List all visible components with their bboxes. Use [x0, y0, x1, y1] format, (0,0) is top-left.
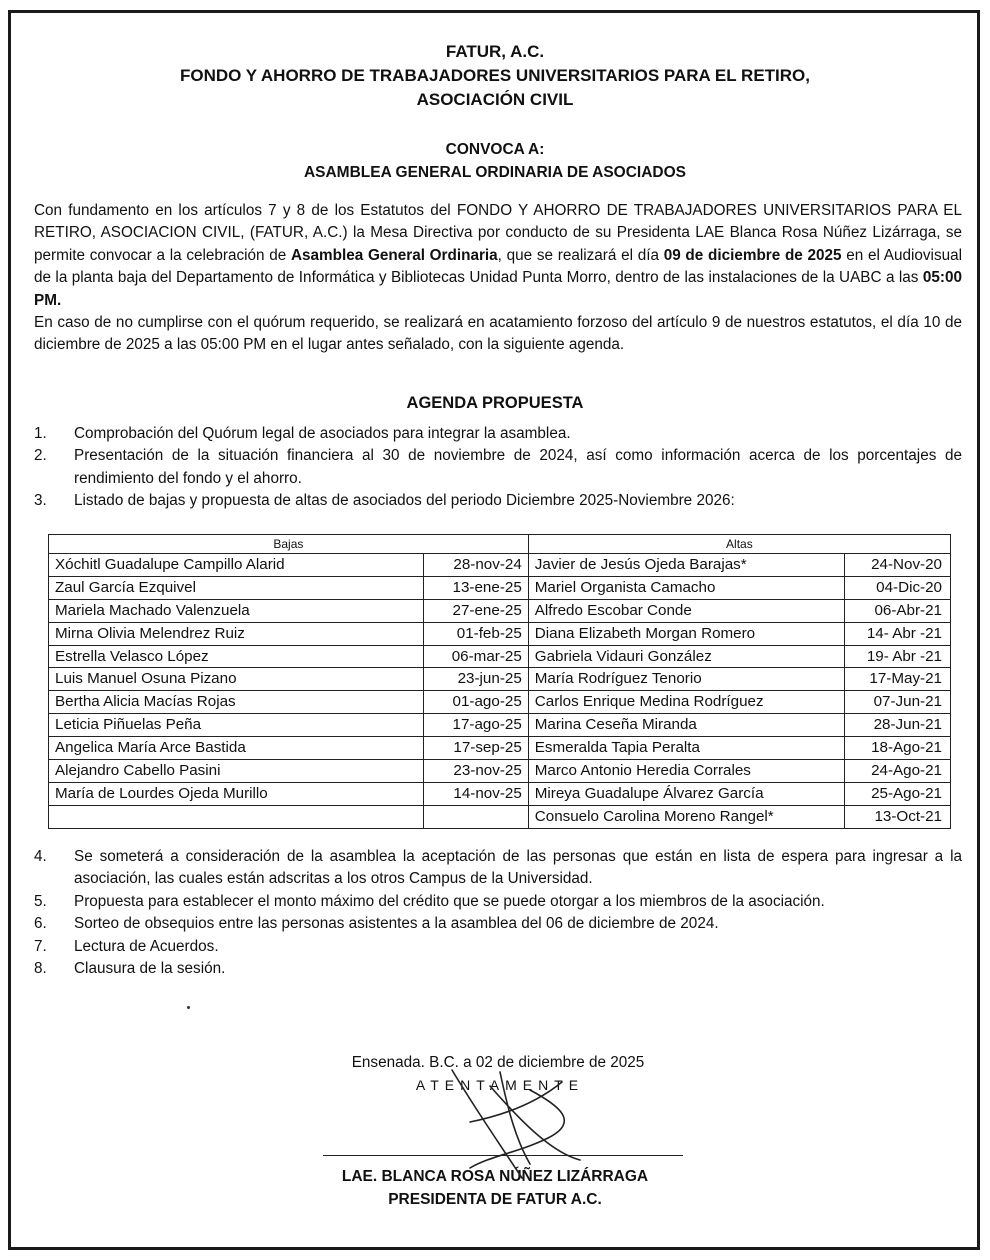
agenda-item-text: Sorteo de obsequios entre las personas asistentes a la asamblea del 06 de diciembre de 2024. — [74, 915, 719, 933]
agenda-item-text: Presentación de la situación financiera al 30 de noviembre de 2024, así como información acerca de los porcentajes de rendimiento del fondo y el ahorro. — [74, 447, 962, 487]
alta-date-cell: 06-Abr-21 — [844, 599, 950, 622]
agenda-list-part-1 — [34, 423, 962, 513]
alta-name-cell: Diana Elizabeth Morgan Romero — [528, 622, 844, 645]
alta-name-cell: Alfredo Escobar Conde — [528, 599, 844, 622]
agenda-item-text: Clausura de la sesión. — [74, 960, 226, 978]
alta-name-cell: Esmeralda Tapia Peralta — [528, 737, 844, 760]
alta-name-cell: Gabriela Vidauri González — [528, 645, 844, 668]
document-header — [0, 40, 990, 112]
baja-date-cell: 23-jun-25 — [423, 668, 528, 691]
table-row — [49, 645, 951, 668]
agenda-item — [34, 846, 962, 891]
baja-name-cell: Angelica María Arce Bastida — [49, 737, 424, 760]
agenda-item-number: 8. — [34, 960, 47, 978]
signer-title: PRESIDENTA DE FATUR A.C. — [388, 1191, 602, 1208]
header-org-type: ASOCIACIÓN CIVIL — [416, 90, 574, 109]
agenda-item-text: Listado de bajas y propuesta de altas de asociados del periodo Diciembre 2025-Noviembre 2026: — [74, 492, 735, 510]
table-row — [49, 576, 951, 599]
alta-date-cell: 24-Ago-21 — [844, 760, 950, 783]
intro-text-c: , que se realizará el día — [497, 246, 664, 264]
baja-date-cell: 28-nov-24 — [423, 554, 528, 577]
agenda-item-text: Se someterá a consideración de la asamblea la aceptación de las personas que están en lista de espera para ingresar a la asociación, las cuales están adscritas a los otros Campus de la Universidad. — [74, 848, 962, 888]
alta-name-cell: Mireya Guadalupe Álvarez García — [528, 782, 844, 805]
baja-name-cell: María de Lourdes Ojeda Murillo — [49, 782, 424, 805]
agenda-item-number: 2. — [34, 447, 47, 465]
signer-block — [0, 1165, 990, 1211]
agenda-item — [34, 958, 962, 980]
baja-date-cell: 17-sep-25 — [423, 737, 528, 760]
baja-name-cell: Mariela Machado Valenzuela — [49, 599, 424, 622]
agenda-item — [34, 936, 962, 958]
agenda-item-text: Propuesta para establecer el monto máximo del crédito que se puede otorgar a los miembros de la asociación. — [74, 892, 825, 910]
alta-date-cell: 14- Abr -21 — [844, 622, 950, 645]
baja-date-cell: 14-nov-25 — [423, 782, 528, 805]
table-row — [49, 782, 951, 805]
table-row — [49, 714, 951, 737]
baja-date-cell: 27-ene-25 — [423, 599, 528, 622]
table-row — [49, 691, 951, 714]
signer-name: LAE. BLANCA ROSA NÚÑEZ LIZÁRRAGA — [341, 1168, 649, 1185]
city-date: Ensenada. B.C. a 02 de diciembre de 2025 — [351, 1054, 645, 1071]
agenda-item-number: 7. — [34, 937, 47, 955]
alta-date-cell: 07-Jun-21 — [844, 691, 950, 714]
baja-name-cell: Bertha Alicia Macías Rojas — [49, 691, 424, 714]
header-org-name: FONDO Y AHORRO DE TRABAJADORES UNIVERSITARIOS PARA EL RETIRO, — [179, 66, 810, 85]
members-table — [48, 534, 951, 829]
baja-name-cell: Xóchitl Guadalupe Campillo Alarid — [49, 554, 424, 577]
baja-date-cell: 01-ago-25 — [423, 691, 528, 714]
intro-text-a: Con fundamento en los artículos 7 y 8 de los Estatutos del FONDO Y AHORRO DE TRABAJADORES UNIVERSITARIOS PARA EL RETIRO, ASOCIACION CIVIL, (FATUR, A.C.) la Mesa Directiva por conducto de su Presidenta LAE Blanca Rosa Núñez Lizárraga, se permite convocar a la celebración de — [34, 202, 962, 264]
table-row — [49, 554, 951, 577]
altas-header: Altas — [528, 535, 950, 554]
intro-assembly-date: 09 de diciembre de 2025 — [663, 246, 842, 264]
alta-name-cell: Marina Ceseña Miranda — [528, 714, 844, 737]
agenda-item — [34, 490, 962, 512]
agenda-title: AGENDA PROPUESTA — [406, 394, 584, 412]
alta-name-cell: Marco Antonio Heredia Corrales — [528, 760, 844, 783]
baja-date-cell — [423, 805, 528, 828]
agenda-item-text: Comprobación del Quórum legal de asociados para integrar la asamblea. — [74, 425, 571, 442]
intro-assembly-time: 05:00 PM. — [34, 269, 962, 309]
table-header-row — [49, 535, 951, 554]
atentamente: ATENTAMENTE — [415, 1077, 585, 1093]
agenda-item — [34, 423, 962, 445]
alta-name-cell: Carlos Enrique Medina Rodríguez — [528, 691, 844, 714]
baja-name-cell: Luis Manuel Osuna Pizano — [49, 668, 424, 691]
header-org-acronym: FATUR, A.C. — [445, 42, 545, 61]
stray-dot — [187, 1006, 190, 1009]
alta-date-cell: 24-Nov-20 — [844, 554, 950, 577]
baja-name-cell — [49, 805, 424, 828]
alta-name-cell: Javier de Jesús Ojeda Barajas* — [528, 554, 844, 577]
intro-paragraph-1 — [34, 200, 962, 312]
intro-text-e: en el Audiovisual de la planta baja del Departamento de Informática y Bibliotecas Unidad Punta Morro, dentro de las instalaciones de la UABC a las — [34, 246, 963, 287]
agenda-item-number: 4. — [34, 848, 47, 865]
alta-date-cell: 25-Ago-21 — [844, 782, 950, 805]
baja-name-cell: Leticia Piñuelas Peña — [49, 714, 424, 737]
baja-name-cell: Estrella Velasco López — [49, 645, 424, 668]
assembly-title: ASAMBLEA GENERAL ORDINARIA DE ASOCIADOS — [303, 164, 687, 181]
table-row — [49, 760, 951, 783]
agenda-list-part-2 — [34, 846, 962, 980]
table-row — [49, 599, 951, 622]
bajas-header: Bajas — [49, 535, 529, 554]
baja-date-cell: 17-ago-25 — [423, 714, 528, 737]
agenda-item — [34, 913, 962, 935]
alta-name-cell: Consuelo Carolina Moreno Rangel* — [528, 805, 844, 828]
convocation-heading — [0, 138, 990, 184]
baja-date-cell: 06-mar-25 — [423, 645, 528, 668]
table-row — [49, 805, 951, 828]
agenda-item-number: 6. — [34, 915, 47, 933]
alta-name-cell: María Rodríguez Tenorio — [528, 668, 844, 691]
alta-date-cell: 18-Ago-21 — [844, 737, 950, 760]
table-row — [49, 737, 951, 760]
baja-name-cell: Mirna Olivia Melendrez Ruiz — [49, 622, 424, 645]
intro-text — [34, 200, 962, 357]
baja-date-cell: 23-nov-25 — [423, 760, 528, 783]
alta-date-cell: 28-Jun-21 — [844, 714, 950, 737]
agenda-item — [34, 891, 962, 913]
baja-date-cell: 01-feb-25 — [423, 622, 528, 645]
agenda-item — [34, 445, 962, 490]
table-row — [49, 668, 951, 691]
baja-name-cell: Zaul García Ezquivel — [49, 576, 424, 599]
signature-line — [323, 1155, 683, 1156]
baja-name-cell: Alejandro Cabello Pasini — [49, 760, 424, 783]
alta-date-cell: 17-May-21 — [844, 668, 950, 691]
alta-date-cell: 19- Abr -21 — [844, 645, 950, 668]
agenda-item-number: 3. — [34, 492, 47, 510]
intro-paragraph-2: En caso de no cumplirse con el quórum requerido, se realizará en acatamiento forzoso del artículo 9 de nuestros estatutos, el día 10 de diciembre de 2025 a las 05:00 PM en el lugar antes señalado, con la siguiente agenda. — [34, 314, 962, 354]
table-row — [49, 622, 951, 645]
agenda-item-number: 5. — [34, 892, 47, 910]
alta-date-cell: 13-Oct-21 — [844, 805, 950, 828]
agenda-item-text: Lectura de Acuerdos. — [74, 937, 219, 955]
members-table-body — [49, 554, 951, 829]
alta-name-cell: Mariel Organista Camacho — [528, 576, 844, 599]
intro-assembly-type: Asamblea General Ordinaria — [291, 246, 498, 264]
baja-date-cell: 13-ene-25 — [423, 576, 528, 599]
alta-date-cell: 04-Dic-20 — [844, 576, 950, 599]
agenda-item-number: 1. — [34, 425, 47, 442]
convoca-label: CONVOCA A: — [445, 141, 545, 158]
